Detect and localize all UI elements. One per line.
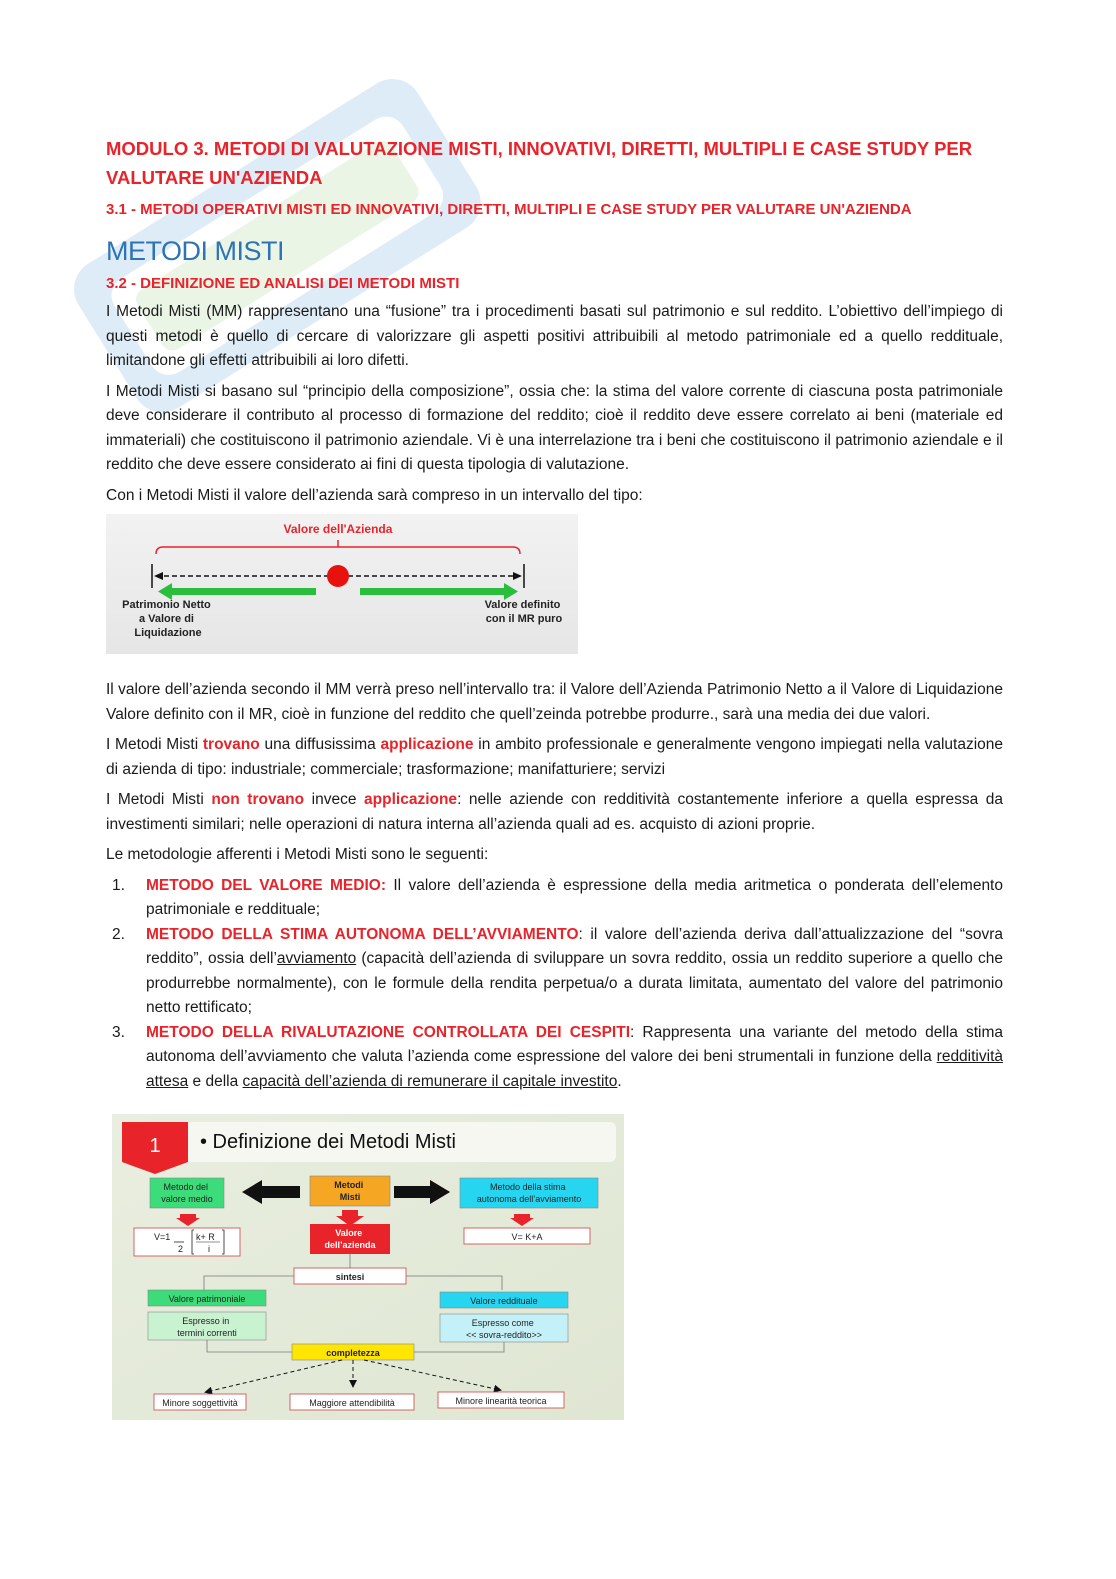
methods-list — [106, 874, 1003, 1095]
section-subtitle-3-1: 3.1 - METODI OPERATIVI MISTI ED INNOVATIVI, DIRETTI, MULTIPLI E CASE STUDY PER VALUTARE UN'AZIENDA — [106, 201, 912, 218]
diagram-number: 1 — [149, 1135, 161, 1157]
right-line-1: Valore definito — [484, 599, 561, 611]
box-maggiore-attendibilita: Maggiore attendibilità — [309, 1398, 395, 1408]
diagram-title: • Definizione dei Metodi Misti — [200, 1131, 456, 1153]
box-minore-soggettivita: Minore soggettività — [162, 1398, 238, 1408]
value-interval-figure — [106, 514, 578, 654]
paragraph: I Metodi Misti non trovano invece applicazione: nelle aziende con redditività costantemente inferiore a quella espressa da investimenti similari; nelle operazioni di natura interna all’azienda quali ad es. acquisto di azioni proprie. — [106, 791, 1003, 833]
module-title: MODULO 3. METODI DI VALUTAZIONE MISTI, INNOVATIVI, DIRETTI, MULTIPLI E CASE STUDY PER VALUTARE UN'AZIENDA — [106, 138, 973, 188]
box-stima: Metodo della stima autonoma dell’avviamento — [476, 1182, 582, 1204]
formula-right: V= K+A — [511, 1232, 543, 1242]
paragraph: I Metodi Misti (MM) rappresentano una “fusione” tra i procedimenti basati sul patrimonio e sul reddito. L’obiettivo dell’impiego di questi metodi è quello di cercare di valorizzare gli aspetti positivi attribuibili al metodo patrimoniale ed a quello reddituale, limitandone gli effetti attribuibili ai loro difetti. — [106, 303, 1003, 369]
right-line-2: con il MR puro — [485, 613, 563, 625]
left-line-1: Patrimonio Netto — [122, 599, 211, 611]
box-valore-reddituale: Valore reddituale — [470, 1296, 538, 1306]
left-line-2: a Valore di — [138, 613, 194, 625]
box-sintesi: sintesi — [335, 1272, 365, 1282]
section-subtitle-3-2: 3.2 - DEFINIZIONE ED ANALISI DEI METODI MISTI — [106, 275, 460, 292]
paragraph: I Metodi Misti trovano una diffusissima applicazione in ambito professionale e generalmente vengono impiegati nella valutazione di azienda di tipo: industriale; commerciale; trasformazione; manifatturiere; servizi — [106, 736, 1003, 778]
document-content — [106, 134, 1003, 1420]
list-item: 1. METODO DEL VALORE MEDIO: Il valore dell’azienda è espressione della media aritmetica o ponderata dell’elemento patrimoniale e reddituale; — [112, 876, 1003, 918]
box-metodi-misti: Metodi Misti — [334, 1180, 364, 1202]
section-heading: METODI MISTI — [106, 236, 285, 266]
formula-i: i — [208, 1244, 210, 1254]
box-valore-azienda: Valore dell’azienda — [324, 1228, 376, 1250]
methods-diagram — [112, 1114, 624, 1420]
interval-top-label: Valore dell'Azienda — [283, 522, 393, 536]
box-espresso-come: Espresso come << sovra-reddito>> — [465, 1318, 543, 1340]
formula-kr: k+ R — [196, 1232, 215, 1242]
list-item: 2. METODO DELLA STIMA AUTONOMA DELL’AVVIAMENTO: il valore dell’azienda deriva dall’attualizzazione del “sovra reddito”, ossia dell’avviamento (capacità dell’azienda di sviluppare un sovra reddito, ossia un reddito superiore a quello che produrrebbe normalmente), con le formule della rendita perpetua/o a durata limitata, aumentato del valore del patrimonio netto rettificato; — [112, 925, 1003, 1016]
box-medio: Metodo del valore medio — [161, 1182, 213, 1204]
paragraph: Con i Metodi Misti il valore dell’azienda sarà compreso in un intervallo del tipo: — [106, 486, 643, 504]
formula-two: 2 — [178, 1244, 184, 1254]
paragraph: Le metodologie afferenti i Metodi Misti sono le seguenti: — [106, 846, 489, 863]
paragraph: Il valore dell’azienda secondo il MM verrà preso nell’intervallo tra: il Valore dell’Azienda Patrimonio Netto a il Valore di Liquidazione Valore definito con il MR, cioè in funzione del reddito che quell’zeinda potrebbe produrre., sarà una media dei due valori. — [106, 681, 1003, 723]
list-item: 3. METODO DELLA RIVALUTAZIONE CONTROLLATA DEI CESPITI: Rappresenta una variante del metodo della stima autonoma dell’avviamento che valuta l’azienda come espressione del valore dei beni strumentali in funzione della redditività attesa e della capacità dell’azienda di remunerare il capitale investito. — [112, 1023, 1003, 1090]
box-minore-linearita: Minore linearità teorica — [455, 1396, 547, 1406]
left-line-3: Liquidazione — [134, 627, 202, 639]
formula-left: V=1 — [154, 1232, 171, 1242]
box-completezza: completezza — [326, 1348, 380, 1358]
box-espresso-termini: Espresso in termini correnti — [177, 1316, 237, 1338]
box-valore-patrimoniale: Valore patrimoniale — [168, 1294, 246, 1304]
paragraph: I Metodi Misti si basano sul “principio della composizione”, ossia che: la stima del valore corrente di ciascuna posta patrimoniale deve considerare il contributo al processo di formazione del reddito; cioè il reddito deve essere correlato ai beni (materiale ed immateriali) che costituiscono il patrimonio aziendale. Vi è una interrelazione tra i beni che costituiscono il patrimonio aziendale e il reddito che deve essere considerato ai fini di questa tipologia di valutazione. — [106, 382, 1003, 473]
